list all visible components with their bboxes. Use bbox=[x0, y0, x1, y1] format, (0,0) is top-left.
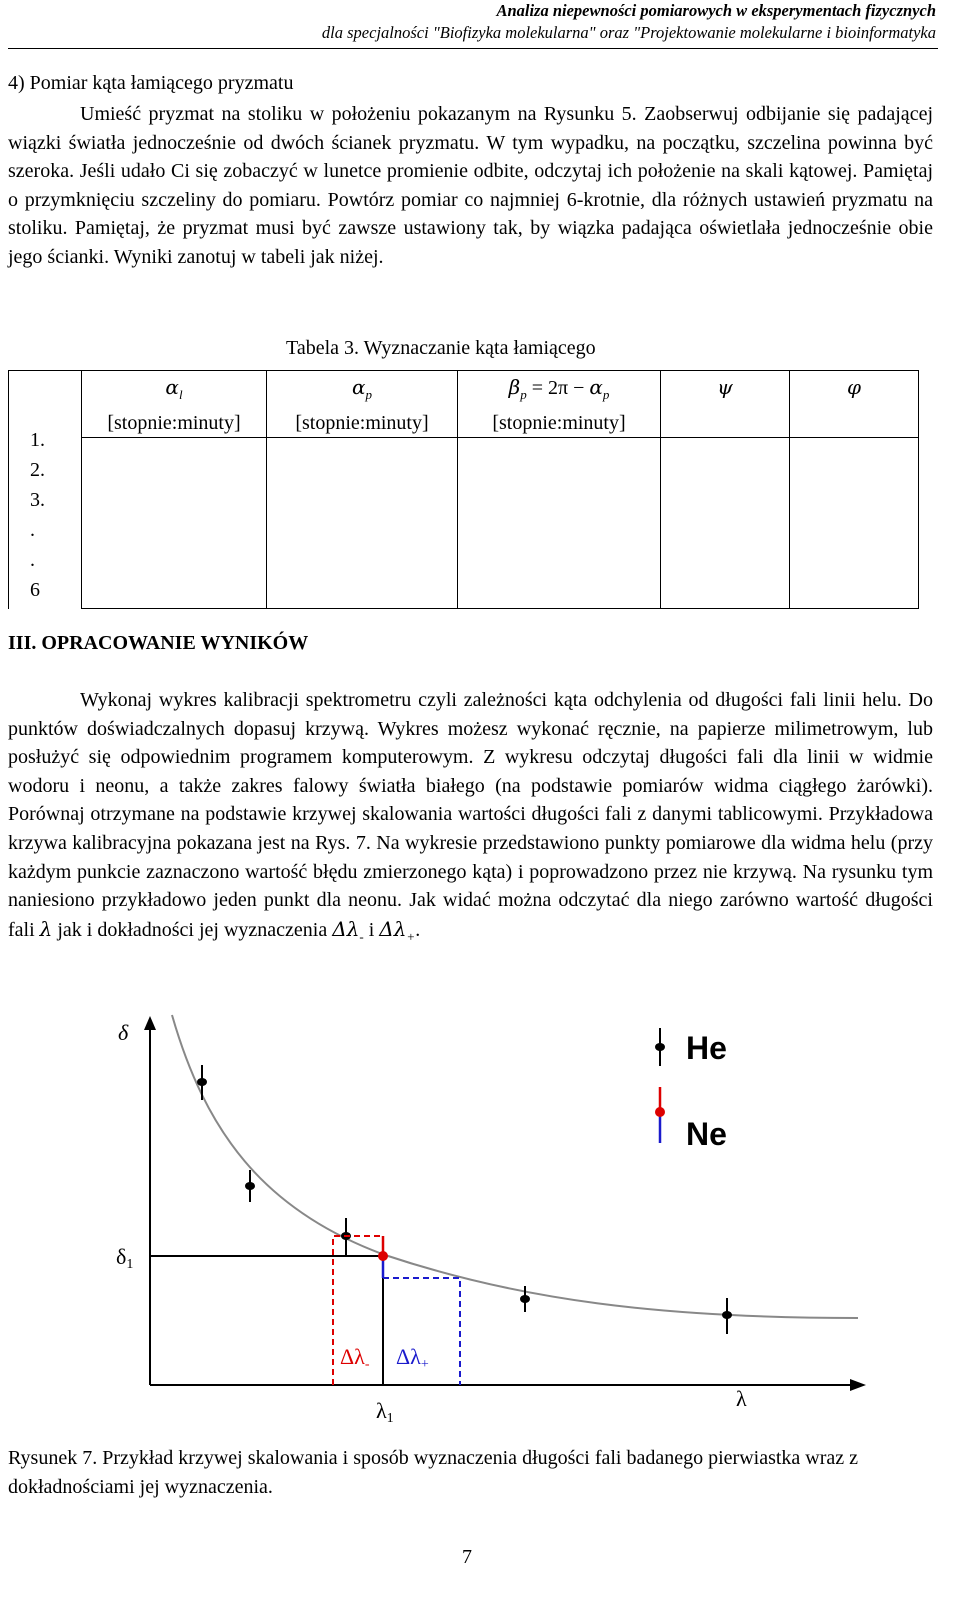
table-cell bbox=[82, 438, 267, 609]
unit-label: [stopnie:minuty] bbox=[492, 412, 626, 434]
calibration-curve bbox=[172, 1015, 858, 1318]
calibration-graph bbox=[0, 1000, 960, 1440]
he-point bbox=[245, 1170, 255, 1202]
header-subtitle: dla specjalności "Biofizyka molekularna" oraz "Projektowanie molekularne i bioinformatyka bbox=[321, 23, 936, 42]
ne-point bbox=[378, 1251, 388, 1261]
table-cell bbox=[790, 438, 919, 609]
row-number: 6 bbox=[30, 579, 40, 601]
unit-label: [stopnie:minuty] bbox=[107, 412, 241, 434]
results-table bbox=[8, 370, 919, 609]
table-cell bbox=[267, 438, 458, 609]
delta-lambda-minus: Δλ bbox=[332, 916, 360, 941]
he-point bbox=[722, 1298, 732, 1334]
lambda-symbol: λ bbox=[39, 916, 53, 941]
delta-lambda-plus-label: Δλ+ bbox=[396, 1344, 429, 1372]
page-number: 7 bbox=[462, 1546, 472, 1568]
header-phi: φ bbox=[790, 371, 919, 438]
table-body-row bbox=[9, 438, 919, 609]
legend-ne bbox=[655, 1087, 727, 1152]
row-number: . bbox=[30, 549, 35, 571]
header-rule bbox=[8, 48, 938, 49]
table-cell bbox=[661, 438, 790, 609]
results-paragraph: Wykonaj wykres kalibracji spektrometru czyli zależności kąta odchylenia od długości fali linii helu. Do punktów doświadczalnych dopasuj krzywą. Wykres możesz wykonać ręcznie, na papierze milimetrowym, lub posłużyć się odpowiednim programem komputerowym. Z wykresu odczytaj długości fali dla linii w widmie wodoru i neonu, a także zakres falowy światła białego (na podstawie pomiarów widma ciągłego żarówki). Porównaj otrzymane na podstawie krzywej skalowania wartości długości fali z danymi tablicowymi. Przykładowa krzywa kalibracyjna pokazana jest na Rys. 7. Na wykresie przedstawiono punkty pomiarowe dla widma helu (przy każdym punkcie zaznaczono wartość błędu zmierzonego kąta) i poprowadzono przez nie krzywą. Na rysunku tym naniesiono przykładowo jeden punkt dla neonu. Jak widać można odczytać dla niego zarówno wartość długości fali λ jak i dokładności jej wyznaczenia $\Delta\lambda_-$ i $\Delta\lambda_+$. bbox=[8, 689, 933, 944]
y-axis-arrow bbox=[144, 1016, 156, 1030]
header-alpha-l: $\alpha_l$ [stopnie:minuty] bbox=[82, 371, 267, 438]
table-caption: Tabela 3. Wyznaczanie kąta łamiącego bbox=[286, 337, 596, 359]
x-tick-label: λ1 bbox=[376, 1398, 394, 1426]
header-title: Analiza niepewności pomiarowych w eksperymentach fizycznych bbox=[496, 1, 936, 20]
header-beta-p: $\beta_p = 2\pi - \alpha_p$ [stopnie:minuty] bbox=[458, 371, 661, 438]
running-header bbox=[322, 0, 936, 44]
row-number: 3. bbox=[30, 489, 45, 511]
x-axis-arrow bbox=[850, 1379, 866, 1391]
unit-label: [stopnie:minuty] bbox=[295, 412, 429, 434]
row-number-column bbox=[9, 371, 82, 609]
row-number: 2. bbox=[30, 459, 45, 481]
row-number: 1. bbox=[30, 429, 45, 451]
legend-he-label: He bbox=[686, 1030, 727, 1066]
header-psi: ψ bbox=[661, 371, 790, 438]
header-alpha-p: $\alpha_p$ [stopnie:minuty] bbox=[267, 371, 458, 438]
section-title: 4) Pomiar kąta łamiącego pryzmatu bbox=[8, 72, 294, 94]
y-tick-label: δ1 bbox=[116, 1244, 134, 1272]
y-axis-label: δ bbox=[118, 1020, 129, 1045]
legend-he bbox=[655, 1028, 727, 1066]
table-cell bbox=[458, 438, 661, 609]
delta-lambda-plus: Δλ bbox=[379, 916, 407, 941]
he-point bbox=[197, 1065, 207, 1100]
section-paragraph: Umieść pryzmat na stoliku w położeniu pokazanym na Rysunku 5. Zaobserwuj odbijanie się padającej wiązki światła jednocześnie od dwóch ścianek pryzmatu. W tym wypadku, na początku, szczelina powinna być szeroka. Jeśli udało Ci się zobaczyć w lunetce promienie odbite, odczytaj ich położenie na skali kątowej. Pamiętaj o przymknięciu szczeliny do pomiaru. Powtórz pomiar co najmniej 6-krotnie, dla różnych ustawień pryzmatu na stoliku. Pamiętaj, że pryzmat musi być zawsze ustawiony tak, by wiązka padająca oświetlała jednocześnie obie jego ścianki. Wyniki zanotuj w tabeli jak niżej. bbox=[8, 103, 933, 268]
x-axis-label: λ bbox=[736, 1386, 747, 1411]
section-heading: III. OPRACOWANIE WYNIKÓW bbox=[8, 632, 309, 654]
figure-caption: Rysunek 7. Przykład krzywej skalowania i sposób wyznaczenia długości fali badanego pierwiastka wraz z dokładnościami jej wyznaczenia. bbox=[8, 1447, 859, 1498]
table-header-row bbox=[9, 371, 919, 438]
delta-lambda-minus-label: Δλ- bbox=[340, 1344, 370, 1372]
row-number: . bbox=[30, 519, 35, 541]
legend-ne-label: Ne bbox=[686, 1116, 727, 1152]
row-numbers bbox=[9, 371, 81, 605]
